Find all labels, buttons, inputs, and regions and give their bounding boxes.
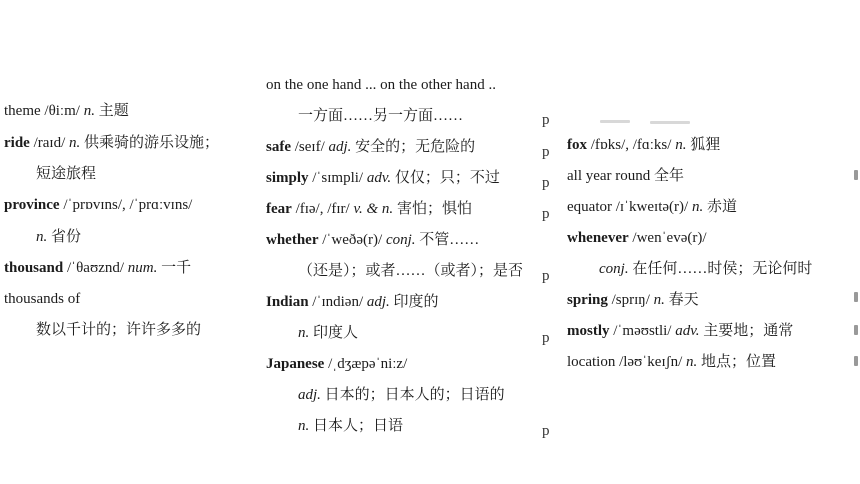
- entry-whenever: [567, 228, 707, 248]
- stray-letter: p: [542, 423, 550, 439]
- part-of-speech: adv.: [366, 170, 392, 186]
- gloss: 安全的；无危险的: [351, 139, 476, 155]
- phonetic: /wenˈevə(r)/: [628, 230, 707, 246]
- headword-phonetic: location /ləʊˈkeɪʃn/: [567, 354, 687, 370]
- headword: whether: [266, 232, 319, 248]
- part-of-speech: conj.: [385, 232, 416, 248]
- gloss: 狐狸: [686, 137, 721, 153]
- phrase: all year round 全年: [567, 168, 685, 184]
- entry-all-year-round: [567, 166, 684, 186]
- phrase: on the one hand ... on the other hand ..: [266, 77, 496, 93]
- entry-thousand: [4, 258, 191, 278]
- stray-letter: p: [542, 330, 550, 346]
- headword: mostly: [567, 323, 610, 339]
- headword: province: [4, 197, 60, 213]
- entry-whether-cont: [266, 261, 523, 281]
- gloss: 印度人: [309, 325, 359, 341]
- entry-indian-cont: [266, 323, 358, 343]
- edge-mark: [854, 170, 858, 180]
- gloss: （还是）；或者……（或者）；是否: [298, 263, 524, 279]
- entry-province: [4, 195, 192, 215]
- entry-japanese-n: [266, 416, 403, 436]
- entry-location: [567, 352, 776, 372]
- entry-fox: [567, 135, 720, 155]
- entry-safe: [266, 137, 475, 157]
- part-of-speech: v. & n.: [353, 201, 394, 217]
- headword: whenever: [567, 230, 629, 246]
- entry-province-cont: [4, 227, 81, 247]
- phrase: thousands of: [4, 291, 81, 307]
- stray-letter: p: [542, 144, 550, 160]
- stray-letter: p: [542, 175, 550, 191]
- part-of-speech: n.: [691, 199, 704, 215]
- entry-thousands-of-cont: [4, 320, 201, 340]
- gloss: 供乘骑的游乐设施；: [80, 135, 219, 151]
- part-of-speech: n.: [686, 354, 698, 370]
- gloss: 在任何……时侯；无论何时: [628, 261, 813, 277]
- phonetic: /seɪf/: [291, 139, 329, 155]
- entry-fear: [266, 199, 472, 219]
- entry-simply: [266, 168, 500, 188]
- gloss: 仅仅；只；不过: [391, 170, 500, 186]
- entry-indian: [266, 292, 439, 312]
- phonetic: /ˌdʒæpəˈniːz/: [324, 356, 408, 372]
- faded-text-remnant: [600, 120, 630, 123]
- entry-japanese: [266, 354, 407, 374]
- gloss: 害怕；惧怕: [393, 201, 472, 217]
- phonetic: /sprɪŋ/: [607, 292, 654, 308]
- gloss: 数以千计的；许许多多的: [36, 322, 202, 338]
- gloss: 主题: [94, 103, 129, 119]
- phonetic: /ˈɪndiən/: [308, 294, 367, 310]
- part-of-speech: n.: [68, 135, 81, 151]
- phonetic: /ˈθaʊznd/: [63, 260, 128, 276]
- part-of-speech: n.: [36, 229, 48, 245]
- entry-ride-cont: [4, 164, 96, 184]
- gloss: 主要地；通常: [699, 323, 794, 339]
- part-of-speech: n.: [298, 325, 310, 341]
- part-of-speech: n.: [653, 292, 665, 308]
- part-of-speech: adj.: [298, 387, 321, 403]
- gloss: 省份: [47, 229, 82, 245]
- entry-japanese-adj: [266, 385, 505, 405]
- entry-mostly: [567, 321, 793, 341]
- headword: spring: [567, 292, 608, 308]
- phonetic: /fɒks/, /fɑːks/: [587, 137, 676, 153]
- gloss: 一方面……另一方面……: [298, 108, 464, 124]
- phonetic: /ˈprɒvɪns/, /ˈprɑːvɪns/: [59, 197, 193, 213]
- headword: thousand: [4, 260, 64, 276]
- gloss: 不管……: [415, 232, 480, 248]
- gloss: 日本的；日本人的；日语的: [320, 387, 505, 403]
- headword: safe: [266, 139, 291, 155]
- headword: ride: [4, 135, 30, 151]
- gloss: 地点；位置: [697, 354, 777, 370]
- headword: theme: [4, 103, 41, 119]
- stray-letter: p: [542, 206, 550, 222]
- headword: fox: [567, 137, 587, 153]
- gloss: 一千: [157, 260, 192, 276]
- part-of-speech: n.: [83, 103, 95, 119]
- phonetic: /ˈsɪmpli/: [308, 170, 367, 186]
- headword: fear: [266, 201, 292, 217]
- gloss: 赤道: [703, 199, 737, 215]
- gloss: 春天: [664, 292, 699, 308]
- part-of-speech: adj.: [328, 139, 352, 155]
- part-of-speech: num.: [127, 260, 158, 276]
- part-of-speech: n.: [298, 418, 310, 434]
- entry-equator: [567, 197, 737, 217]
- stray-letter: p: [542, 112, 550, 128]
- part-of-speech: adj.: [366, 294, 390, 310]
- phonetic: /ˈweðə(r)/: [318, 232, 386, 248]
- phonetic: /raɪd/: [29, 135, 69, 151]
- headword: Indian: [266, 294, 309, 310]
- phonetic: /fɪə/, /fɪr/: [291, 201, 354, 217]
- edge-mark: [854, 292, 858, 302]
- entry-spring: [567, 290, 699, 310]
- entry-thousands-of: [4, 289, 80, 309]
- gloss: 短途旅程: [36, 166, 97, 182]
- stray-letter: p: [542, 268, 550, 284]
- phonetic: /θiːm/: [40, 103, 84, 119]
- part-of-speech: n.: [675, 137, 687, 153]
- headword: simply: [266, 170, 309, 186]
- entry-on-the-one-hand-cont: [266, 106, 463, 126]
- headword: Japanese: [266, 356, 325, 372]
- entry-ride: [4, 133, 219, 153]
- entry-theme: [4, 101, 129, 121]
- edge-mark: [854, 356, 858, 366]
- headword-phonetic: equator /ɪˈkweɪtə(r)/: [567, 199, 692, 215]
- part-of-speech: conj.: [599, 261, 629, 277]
- edge-mark: [854, 325, 858, 335]
- part-of-speech: adv.: [675, 323, 700, 339]
- gloss: 印度的: [389, 294, 439, 310]
- faded-text-remnant: [650, 121, 690, 124]
- phonetic: /ˈməʊstli/: [609, 323, 676, 339]
- gloss: 日本人；日语: [309, 418, 404, 434]
- entry-whenever-cont: [567, 259, 812, 279]
- entry-whether: [266, 230, 479, 250]
- entry-on-the-one-hand: [266, 75, 496, 95]
